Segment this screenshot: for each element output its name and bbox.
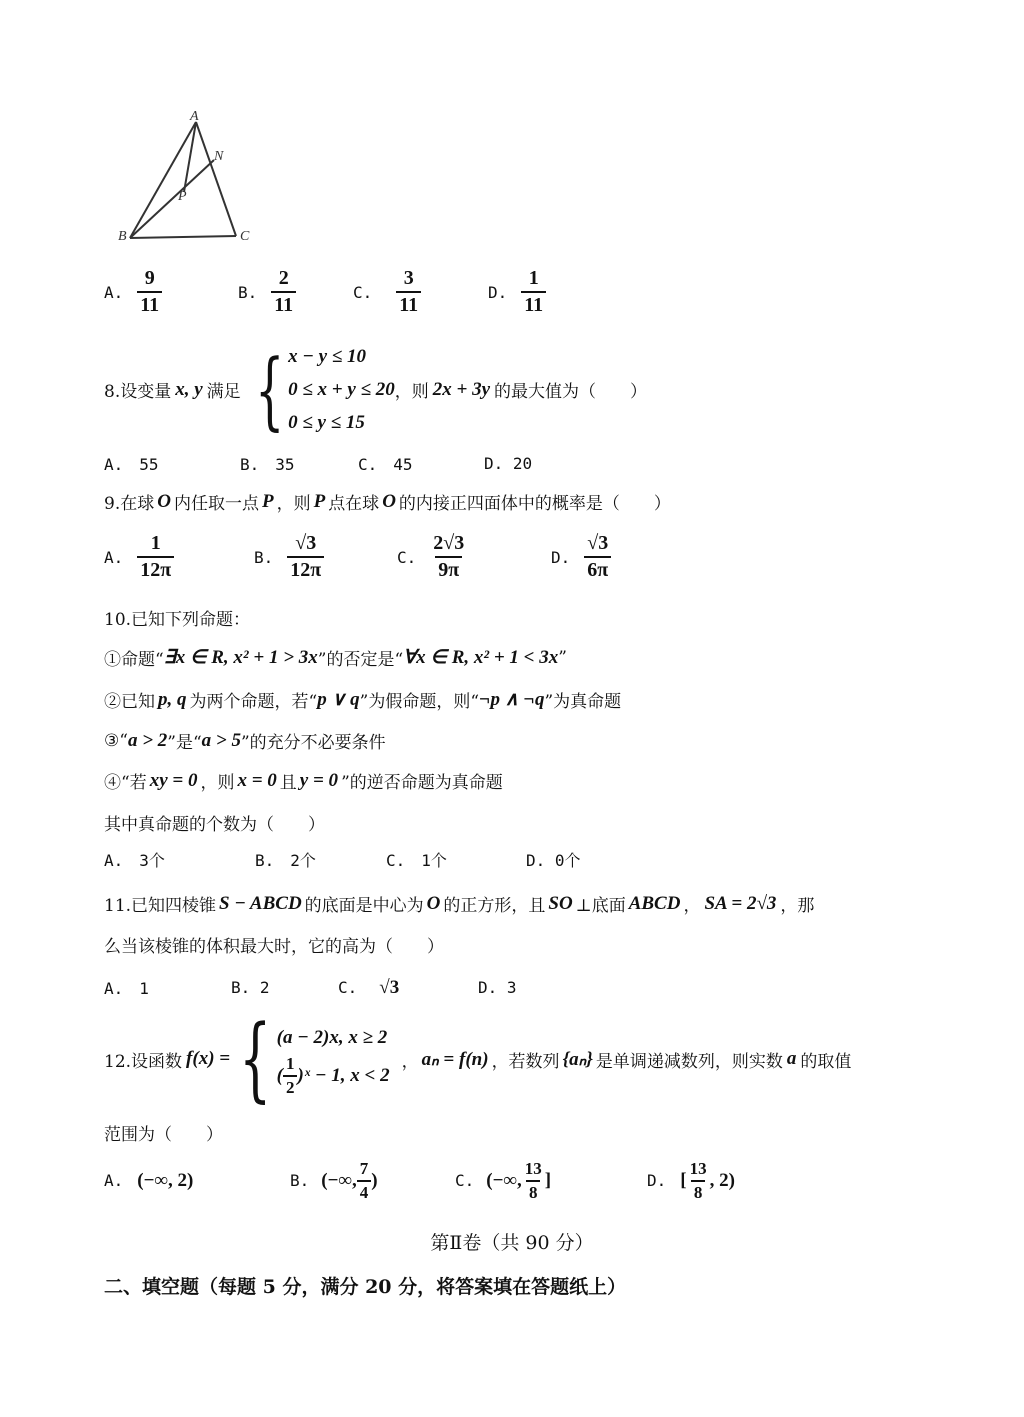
q12-options	[104, 1160, 735, 1202]
fraction: $\frac{2√3}{9\pi}$	[433, 532, 465, 581]
q10-statement-2: ②已知 p, q 为两个命题，若“ p ∨ q ”为假命题，则“ ¬p ∧ ¬q ”为真命题	[104, 688, 622, 712]
q9-option-d[interactable]: D. $\frac{√3}{6\pi}$	[551, 533, 611, 581]
q10-option-a[interactable]: A. 3个	[104, 851, 165, 870]
q9-option-a[interactable]: A. $\frac{1}{12\pi}$	[104, 533, 254, 581]
q7-option-d[interactable]: D. $\frac{1}{11}$	[488, 268, 546, 316]
q10-statement-4: ④“若 xy = 0 ，则 x = 0 且 y = 0 ”的逆否命题为真命题	[104, 769, 503, 793]
q10-statement-1: ①命题“ ∃x ∈ R, x² + 1 > 3x ”的否定是“ ∀x ∈ R, x² + 1 < 3x ”	[104, 647, 567, 670]
fraction: $\frac{3}{11}$	[396, 268, 421, 316]
section-2-heading: 二、填空题（每题 5 分，满分 20 分，将答案填在答题纸上）	[104, 1276, 627, 1298]
q11-option-c[interactable]: C. √3	[338, 976, 400, 998]
q11-option-d[interactable]: D. 3	[478, 978, 517, 997]
label-A: A	[190, 109, 199, 124]
label-C: C	[240, 229, 250, 244]
q10-ask: 其中真命题的个数为（ ）	[104, 815, 325, 835]
q12-option-b[interactable]: B. (−∞, $\frac{7}{4}$ )	[290, 1159, 378, 1202]
q12-option-d[interactable]: D. [ $\frac{13}{8}$ , 2)	[647, 1159, 735, 1202]
q8-option-c[interactable]: C. 45	[358, 455, 413, 474]
q7-option-a[interactable]: A. $\frac{9}{11}$	[104, 268, 238, 316]
fraction: $\frac{13}{8}$	[524, 1159, 542, 1202]
q7-option-b[interactable]: B. $\frac{2}{11}$	[238, 268, 353, 316]
q8-options	[104, 452, 532, 475]
q11-options	[104, 976, 517, 999]
q9-option-c[interactable]: C. $\frac{2√3}{9\pi}$	[397, 533, 551, 581]
fraction: $\frac{√3}{12\pi}$	[287, 533, 324, 581]
question-11-line2: 么当该棱锥的体积最大时，它的高为（ ）	[104, 937, 444, 957]
q8-option-d[interactable]: D. 20	[484, 454, 533, 473]
q10-option-c[interactable]: C. 1个	[386, 851, 447, 870]
q9-option-b[interactable]: B. $\frac{√3}{12\pi}$	[254, 533, 397, 581]
question-12-line2: 范围为（ ）	[104, 1125, 223, 1145]
q10-option-b[interactable]: B. 2个	[255, 851, 316, 870]
q9-options	[104, 533, 611, 581]
label-P: P	[178, 189, 187, 204]
q12-option-c[interactable]: C. (−∞, $\frac{13}{8}$ ]	[455, 1159, 552, 1202]
q11-option-b[interactable]: B. 2	[231, 978, 270, 997]
question-12: 12.设函数 f(x) = { (a − 2)x, x ≥ 2 ( $\frac{1}{2}$ )ˣ − 1, x < 2 ， aₙ = f(n) ，若数列 {aₙ} 是单调递减数列，则实数 a 的取值	[104, 1005, 852, 1112]
q7-options	[104, 268, 546, 316]
fraction: $\frac{1}{11}$	[521, 268, 546, 316]
q8-option-b[interactable]: B. 35	[240, 455, 295, 474]
question-8: 8.设变量 x, y 满足 { x − y ≤ 10 0 ≤ x + y ≤ 20 0 ≤ y ≤ 15 ，则 2x + 3y 的最大值为（ ）	[104, 340, 648, 439]
q10-options	[104, 848, 581, 871]
fraction: $\frac{√3}{6\pi}$	[584, 533, 611, 581]
label-B: B	[118, 229, 127, 244]
fraction: $\frac{7}{4}$	[357, 1160, 372, 1202]
question-10-title: 10.已知下列命题：	[104, 610, 251, 630]
part-2-heading: 第Ⅱ卷（共 90 分）	[430, 1232, 594, 1254]
q10-option-d[interactable]: D. 0个	[526, 851, 581, 870]
label-N: N	[214, 149, 224, 164]
question-11: 11.已知四棱锥 S − ABCD 的底面是中心为 O 的正方形，且 SO ⊥底面 ABCD ， SA = 2√3 ，那	[104, 892, 815, 916]
q12-option-a[interactable]: A. (−∞, 2)	[104, 1169, 194, 1191]
fraction: $\frac{9}{11}$	[137, 268, 162, 316]
constraint-system: x − y ≤ 10 0 ≤ x + y ≤ 20 0 ≤ y ≤ 15	[288, 346, 395, 433]
q7-option-c[interactable]: C. $\frac{3}{11}$	[353, 268, 488, 316]
q11-option-a[interactable]: A. 1	[104, 979, 149, 998]
fraction: $\frac{13}{8}$	[689, 1159, 707, 1202]
fraction: $\frac{2}{11}$	[271, 268, 296, 316]
triangle-figure	[108, 108, 268, 248]
fraction: $\frac{1}{2}$	[283, 1055, 298, 1097]
q10-statement-3: ③“ a > 2 ”是“ a > 5 ”的充分不必要条件	[104, 729, 386, 753]
piecewise-cases: (a − 2)x, x ≥ 2 ( $\frac{1}{2}$ )ˣ − 1, x < 2	[276, 1027, 390, 1097]
question-9: 9.在球 O 内任取一点 P ，则 P 点在球 O 的内接正四面体中的概率是（ ）	[104, 490, 671, 514]
fraction: $\frac{1}{12\pi}$	[137, 533, 174, 581]
q8-option-a[interactable]: A. 55	[104, 455, 159, 474]
